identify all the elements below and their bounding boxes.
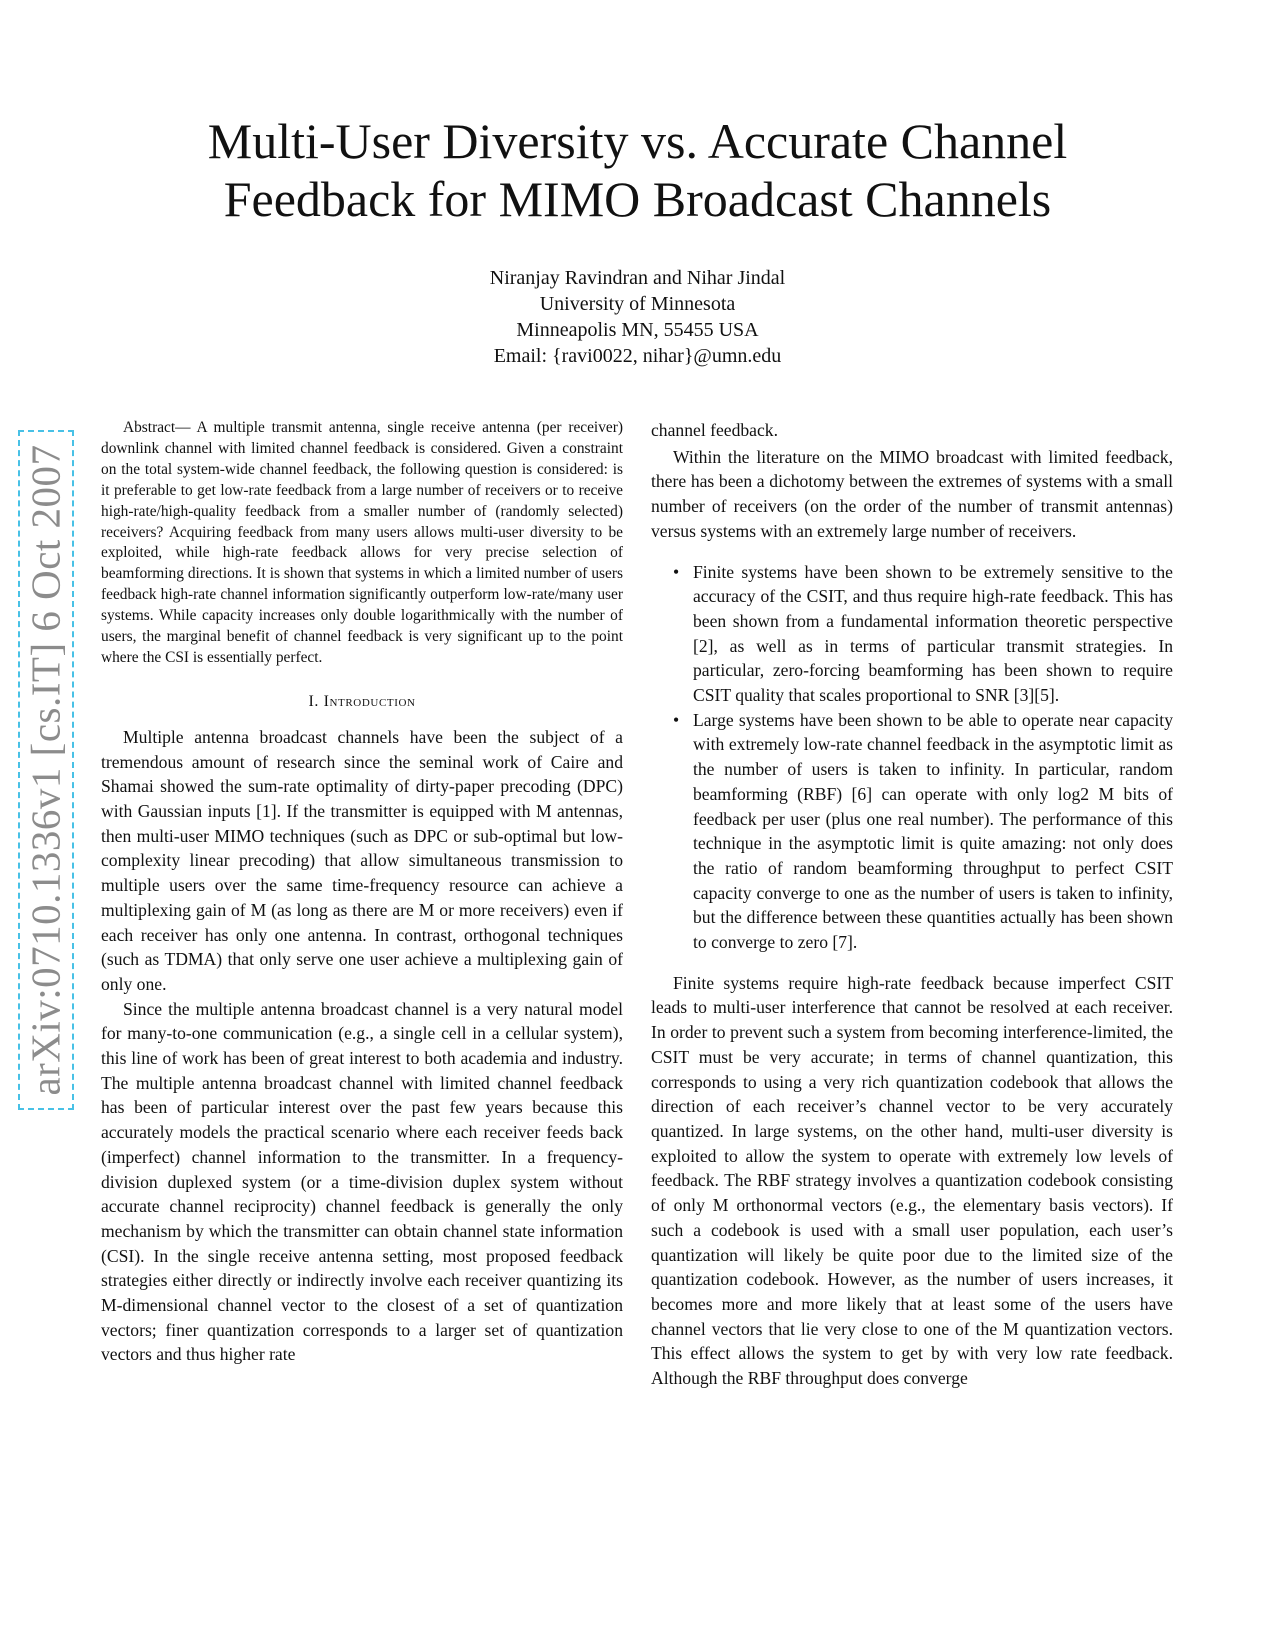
section-number: I.: [308, 692, 319, 710]
author-affiliation: University of Minnesota: [539, 293, 736, 315]
author-email: Email: {ravi0022, nihar}@umn.edu: [493, 345, 782, 367]
arxiv-stamp-text: arXiv:0710.1336v1 [cs.IT] 6 Oct 2007: [23, 444, 70, 1096]
right-column: [651, 418, 1173, 1391]
bullet-item: [673, 708, 1173, 955]
abstract: Abstract— A multiple transmit antenna, single receive antenna (per receiver) downlink channel with limited channel feedback is considered. Given a constraint on the total system-wide channel feedback, the following question is considered: is it preferable to get low-rate feedback from a large number of receivers or to receive high-rate/high-quality feedback from a smaller number of (randomly selected) receivers? Acquiring feedback from many users allows multi-user diversity to be exploited, while high-rate feedback allows for very precise selection of beamforming directions. It is shown that systems in which a limited number of users feedback high-rate channel information significantly outperform low-rate/many user systems. While capacity increases only double logarithmically with the number of users, the marginal benefit of channel feedback is very significant up to the point where the CSI is essentially perfect.: [101, 419, 623, 666]
intro-paragraph-3: Within the literature on the MIMO broadcast with limited feedback, there has been a dichotomy between the extremes of systems with a small number of receivers (on the order of the number of transmit antennas) versus systems with an extremely large number of receivers.: [651, 446, 1173, 541]
bullet-dot-icon: •: [673, 561, 680, 582]
bullet-text: Large systems have been shown to be able to operate near capacity with extremely low-rate channel feedback in the asymptotic limit as the number of users is taken to infinity. In particular, random beamforming (RBF) [6] can operate with only log2 M bits of feedback per user (plus one real number). The performance of this technique in the asymptotic limit is quite amazing: not only does the ratio of random beamforming throughput to perfect CSIT capacity converge to one as the number of users is taken to infinity, but the difference between these quantities actually has been shown to converge to zero [7].: [693, 709, 1173, 953]
author-names: Niranjay Ravindran and Nihar Jindal: [489, 267, 786, 289]
intro-paragraph-2: Since the multiple antenna broadcast channel is a very natural model for many-to-one communication (e.g., a single cell in a cellular system), this line of work has been of great interest to both academia and industry. The multiple antenna broadcast channel with limited channel feedback has been of particular interest over the past few years because this accurately models the practical scenario where each receiver feeds back (imperfect) channel information to the transmitter. In a frequency-division duplexed system (or a time-division duplex system without accurate channel reciprocity) channel feedback is generally the only mechanism by which the transmitter can obtain channel state information (CSI). In the single receive antenna setting, most proposed feedback strategies either directly or indirectly involve each receiver quantizing its M-dimensional channel vector to the closest of a set of quantization vectors; finer quantization corresponds to a larger set of quantization vectors and thus higher rate: [101, 998, 623, 1365]
author-block: [0, 265, 1275, 369]
bullet-item: [673, 560, 1173, 708]
title-line-2: Feedback for MIMO Broadcast Channels: [223, 171, 1052, 227]
intro-paragraph-4: Finite systems require high-rate feedback because imperfect CSIT leads to multi-user interference that cannot be resolved at each receiver. In order to prevent such a system from becoming interference-limited, the CSIT must be very accurate; in terms of channel quantization, this corresponds to using a very rich quantization codebook that allows the direction of each receiver’s channel vector to be very accurately quantized. In large systems, on the other hand, multi-user diversity is exploited to allow the system to operate with extremely low levels of feedback. The RBF strategy involves a quantization codebook consisting of only M orthonormal vectors (e.g., the elementary basis vectors). If such a codebook is used with a small user population, each user’s quantization will likely be quite poor due to the limited size of the quantization codebook. However, as the number of users increases, it becomes more and more likely that at least some of the users have channel vectors that lie very close to one of the M quantization vectors. This effect allows the system to get by with very low rate feedback. Although the RBF throughput does converge: [651, 972, 1173, 1389]
continuation-text: channel feedback.: [651, 420, 778, 440]
title-line-1: Multi-User Diversity vs. Accurate Channel: [207, 113, 1068, 169]
section-title: Introduction: [323, 692, 416, 710]
section-heading: [101, 693, 623, 711]
left-column: [101, 418, 623, 1367]
arxiv-stamp: [18, 430, 74, 1110]
bullet-text: Finite systems have been shown to be extremely sensitive to the accuracy of the CSIT, and thus require high-rate feedback. This has been shown from a fundamental information theoretic perspective [2], as well as in terms of particular transmit strategies. In particular, zero-forcing beamforming has been shown to require CSIT quality that scales proportional to SNR [3][5].: [693, 561, 1173, 706]
intro-paragraph-1: Multiple antenna broadcast channels have been the subject of a tremendous amount of research since the seminal work of Caire and Shamai showed the sum-rate optimality of dirty-paper precoding (DPC) with Gaussian inputs [1]. If the transmitter is equipped with M antennas, then multi-user MIMO techniques (such as DPC or sub-optimal but low-complexity linear precoding) that allow simultaneous transmission to multiple users over the same time-frequency resource can achieve a multiplexing gain of M (as long as there are M or more receivers) even if each receiver has only one antenna. In contrast, orthogonal techniques (such as TDMA) that only serve one user achieve a multiplexing gain of only one.: [101, 726, 623, 994]
author-address: Minneapolis MN, 55455 USA: [516, 319, 759, 341]
bullet-list: [651, 560, 1173, 955]
bullet-dot-icon: •: [673, 709, 680, 730]
paper-title: [0, 112, 1275, 228]
